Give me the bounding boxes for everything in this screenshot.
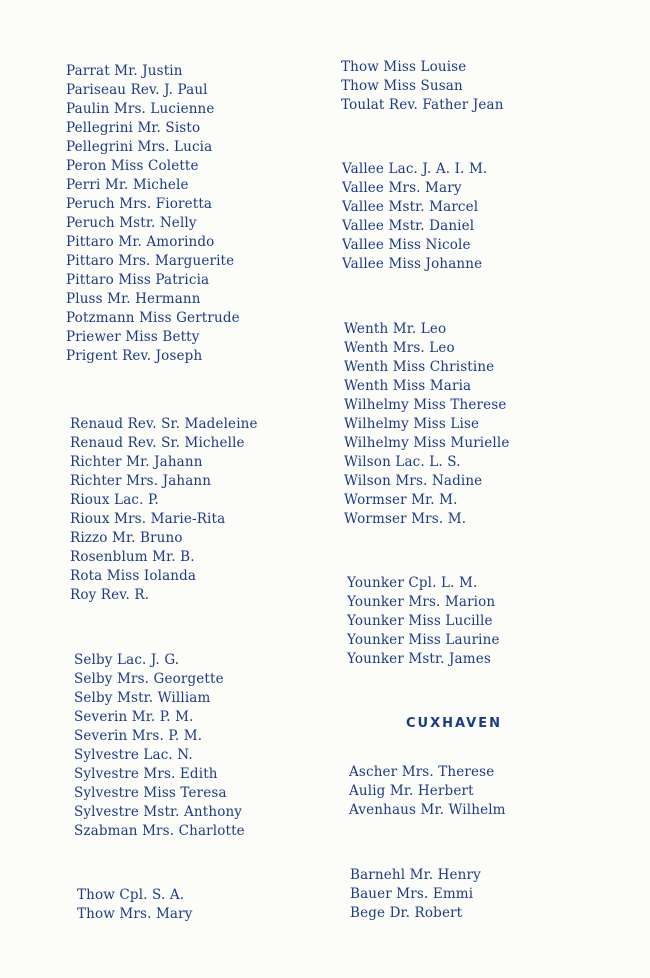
passenger-entry: Thow Miss Louise — [341, 59, 467, 75]
passenger-entry: Vallee Mrs. Mary — [342, 180, 462, 196]
passenger-entry: Rosenblum Mr. B. — [70, 549, 195, 565]
passenger-entry: Paulin Mrs. Lucienne — [66, 101, 215, 117]
passenger-entry: Ascher Mrs. Therese — [349, 764, 495, 780]
passenger-entry: Richter Mrs. Jahann — [70, 473, 212, 489]
passenger-entry: Vallee Mstr. Daniel — [342, 218, 475, 234]
passenger-entry: Severin Mr. P. M. — [74, 709, 194, 725]
passenger-entry: Pittaro Miss Patricia — [66, 272, 210, 288]
passenger-entry: Sylvestre Mstr. Anthony — [74, 804, 243, 820]
passenger-entry: Parrat Mr. Justin — [66, 63, 183, 79]
passenger-entry: Pluss Mr. Hermann — [66, 291, 201, 307]
section-heading-cuxhaven: CUXHAVEN — [406, 716, 502, 731]
passenger-entry: Rioux Lac. P. — [70, 492, 159, 508]
passenger-entry: Vallee Lac. J. A. I. M. — [342, 161, 488, 177]
left-group-p — [66, 62, 240, 366]
passenger-entry: Younker Mstr. James — [347, 651, 491, 667]
passenger-entry: Toulat Rev. Father Jean — [341, 97, 504, 113]
passenger-entry: Younker Miss Laurine — [347, 632, 500, 648]
passenger-entry: Vallee Mstr. Marcel — [342, 199, 479, 215]
passenger-entry: Younker Cpl. L. M. — [347, 575, 478, 591]
passenger-entry: Sylvestre Lac. N. — [74, 747, 193, 763]
passenger-entry: Wilson Mrs. Nadine — [344, 473, 483, 489]
right-group-v — [342, 160, 487, 274]
passenger-entry: Wilhelmy Miss Therese — [344, 397, 507, 413]
passenger-entry: Wenth Mr. Leo — [344, 321, 447, 337]
passenger-entry: Wenth Miss Christine — [344, 359, 495, 375]
passenger-entry: Wenth Mrs. Leo — [344, 340, 455, 356]
passenger-entry: Szabman Mrs. Charlotte — [74, 823, 245, 839]
passenger-entry: Pariseau Rev. J. Paul — [66, 82, 208, 98]
passenger-entry: Thow Cpl. S. A. — [77, 887, 185, 903]
left-group-s — [74, 651, 245, 841]
passenger-entry: Peron Miss Colette — [66, 158, 199, 174]
passenger-entry: Wilson Lac. L. S. — [344, 454, 461, 470]
passenger-entry: Aulig Mr. Herbert — [349, 783, 474, 799]
passenger-entry: Rioux Mrs. Marie-Rita — [70, 511, 226, 527]
passenger-entry: Perri Mr. Michele — [66, 177, 189, 193]
passenger-entry: Pellegrini Mrs. Lucia — [66, 139, 213, 155]
right-group-y — [347, 574, 500, 669]
passenger-entry: Peruch Mrs. Fioretta — [66, 196, 213, 212]
passenger-entry: Selby Mstr. William — [74, 690, 211, 706]
right-group-w — [344, 320, 510, 529]
passenger-entry: Pellegrini Mr. Sisto — [66, 120, 201, 136]
passenger-entry: Potzmann Miss Gertrude — [66, 310, 240, 326]
passenger-entry: Avenhaus Mr. Wilhelm — [349, 802, 506, 818]
passenger-entry: Thow Mrs. Mary — [77, 906, 193, 922]
passenger-entry: Renaud Rev. Sr. Madeleine — [70, 416, 258, 432]
passenger-entry: Roy Rev. R. — [70, 587, 150, 603]
passenger-entry: Wilhelmy Miss Lise — [344, 416, 480, 432]
passenger-entry: Selby Lac. J. G. — [74, 652, 180, 668]
passenger-entry: Renaud Rev. Sr. Michelle — [70, 435, 245, 451]
passenger-entry: Wenth Miss Maria — [344, 378, 472, 394]
passenger-entry: Vallee Miss Johanne — [342, 256, 483, 272]
passenger-entry: Peruch Mstr. Nelly — [66, 215, 197, 231]
passenger-entry: Bege Dr. Robert — [350, 905, 463, 921]
passenger-entry: Priewer Miss Betty — [66, 329, 200, 345]
left-group-t — [77, 886, 193, 924]
passenger-entry: Prigent Rev. Joseph — [66, 348, 203, 364]
left-group-r — [70, 415, 258, 605]
passenger-entry: Bauer Mrs. Emmi — [350, 886, 474, 902]
passenger-entry: Vallee Miss Nicole — [342, 237, 471, 253]
passenger-entry: Selby Mrs. Georgette — [74, 671, 224, 687]
passenger-entry: Wormser Mr. M. — [344, 492, 458, 508]
passenger-entry: Rizzo Mr. Bruno — [70, 530, 183, 546]
right-group-b — [350, 866, 481, 923]
passenger-entry: Sylvestre Mrs. Edith — [74, 766, 218, 782]
passenger-entry: Pittaro Mr. Amorindo — [66, 234, 215, 250]
passenger-entry: Rota Miss Iolanda — [70, 568, 197, 584]
passenger-entry: Pittaro Mrs. Marguerite — [66, 253, 235, 269]
passenger-entry: Younker Mrs. Marion — [347, 594, 496, 610]
passenger-entry: Barnehl Mr. Henry — [350, 867, 481, 883]
passenger-entry: Severin Mrs. P. M. — [74, 728, 203, 744]
passenger-entry: Wilhelmy Miss Murielle — [344, 435, 510, 451]
passenger-entry: Wormser Mrs. M. — [344, 511, 467, 527]
right-group-t — [341, 58, 504, 115]
passenger-entry: Thow Miss Susan — [341, 78, 463, 94]
right-group-a — [349, 763, 506, 820]
passenger-entry: Richter Mr. Jahann — [70, 454, 203, 470]
passenger-entry: Sylvestre Miss Teresa — [74, 785, 227, 801]
passenger-entry: Younker Miss Lucille — [347, 613, 493, 629]
